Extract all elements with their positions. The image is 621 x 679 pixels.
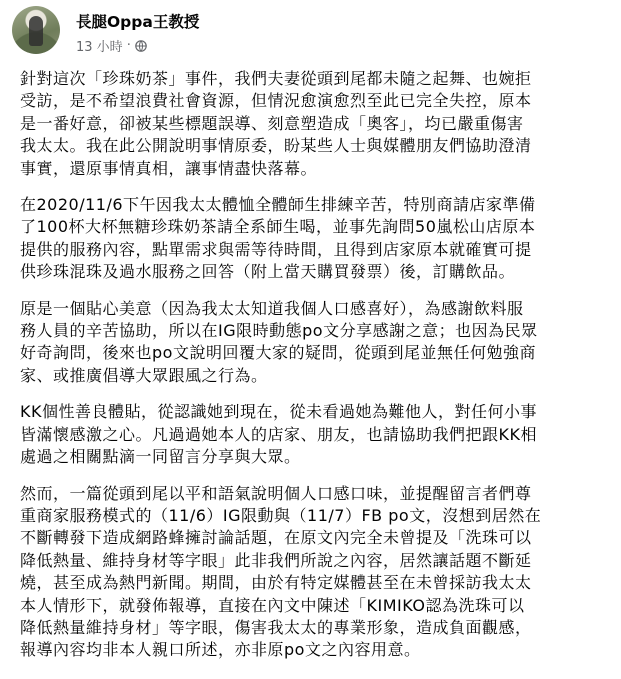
post-paragraph: 針對這次「珍珠奶茶」事件，我們夫妻從頭到尾都未隨之起舞、也婉拒 受訪，是不希望浪費社會資源，但情況愈演愈烈至此已完全失控，原本 是一番好意，卻被某些標題誤導、刻意塑造成「奧客」，均已嚴重傷害 我太太。我在此公開說明事情原委，盼某些人士與媒體朋友們協助澄清 事實，還原事情真相，讓事情盡快落幕。	[20, 69, 532, 178]
post-header	[12, 6, 612, 56]
author-name[interactable]: 長腿Oppa王教授	[76, 13, 200, 31]
globe-icon[interactable]	[135, 40, 147, 52]
avatar[interactable]	[12, 6, 60, 54]
post-paragraph: KK個性善良體貼，從認識她到現在，從未看過她為難他人，對任何小事 皆滿懷感激之心。凡過過她本人的店家、朋友，也請協助我們把跟KK相 處過之相關點滴一同留言分享與大眾。	[20, 402, 537, 467]
post-paragraph: 在2020/11/6下午因我太太體恤全體師生排練辛苦，特別商請店家準備 了100杯大杯無糖珍珠奶茶請全系師生喝，並事先詢問50嵐松山店原本 提供的服務內容，點單需求與需等待時間，且得到店家原本就確實可提 供珍珠混珠及過水服務之回答（附上當天購買發票）後，訂購飲品。	[20, 195, 536, 282]
post-paragraph: 然而，一篇從頭到尾以平和語氣說明個人口感口味，並提醒留言者們尊 重商家服務模式的（11/6）IG限動與（11/7）FB po文，沒想到居然在 不斷轉發下造成網路蜂擁討論話題，在原文內完全未曾提及「洗珠可以 降低熱量、維持身材等字眼」此非我們所說之內容，居然讓話題不斷延 燒，甚至成為熱門新聞。期間，由於有特定媒體甚至在未曾採訪我太太 本人情形下，就發佈報導，直接在內文中陳述「KIMIKO認為洗珠可以 降低熱量維持身材」等字眼，傷害我太太的專業形象，造成負面觀感， 報導內容均非本人親口所述，亦非原po文之內容用意。	[20, 483, 542, 660]
post-body	[20, 68, 614, 676]
post-meta	[76, 36, 147, 55]
post-paragraph: 原是一個貼心美意（因為我太太知道我個人口感喜好），為感謝飲料服 務人員的辛苦協助，所以在IG限時動態po文分享感謝之意；也因為民眾 好奇詢問，後來也po文說明回覆大家的疑問，從頭到尾並無任何勉強商 家、或推廣倡導大眾跟風之行為。	[20, 298, 538, 385]
avatar-figure	[29, 16, 43, 46]
post-time[interactable]: 13 小時	[76, 40, 123, 55]
meta-separator: ·	[126, 38, 131, 53]
